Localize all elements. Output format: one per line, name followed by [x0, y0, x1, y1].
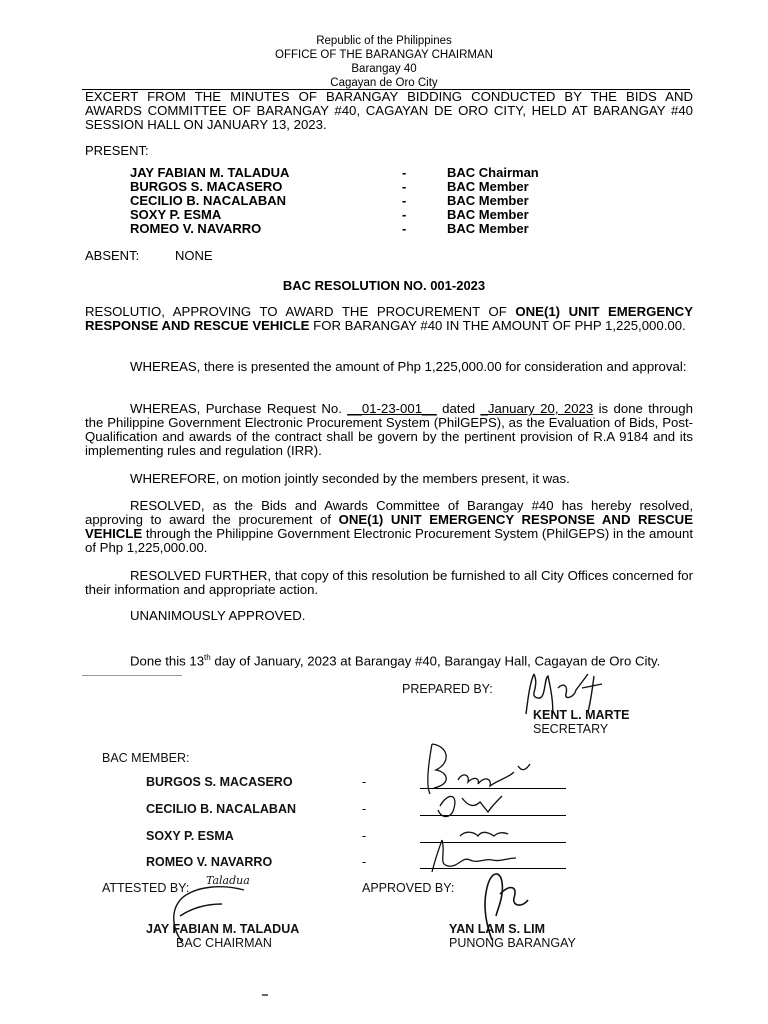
member-row	[0, 829, 768, 845]
whereas-2	[85, 402, 693, 458]
present-role: BAC Member	[447, 179, 529, 194]
present-role: BAC Member	[447, 221, 529, 236]
present-dash: -	[402, 221, 407, 236]
resolution-title: BAC RESOLUTION NO. 001-2023	[282, 278, 486, 293]
member-name: ROMEO V. NAVARRO	[146, 855, 273, 869]
resolutio-item: ONE(1) UNIT EMERGENCY RESPONSE AND RESCUE VEHICLE	[85, 304, 693, 333]
attester-title: BAC CHAIRMAN	[176, 936, 272, 950]
present-name: CECILIO B. NACALABAN	[130, 193, 286, 208]
header-line-1: Republic of the Philippines	[316, 35, 452, 47]
whereas-2-text: WHEREAS, Purchase Request No.	[130, 401, 348, 416]
header-line-4: Cagayan de Oro City	[330, 77, 438, 89]
absent-label: ABSENT:	[85, 248, 140, 263]
present-dash: -	[402, 165, 407, 180]
approver-name: YAN LAM S. LIM	[449, 922, 546, 936]
whereas-1: WHEREAS, there is presented the amount of Php 1,225,000.00 for consideration and approval:	[130, 359, 687, 374]
purchase-request-date: _January 20, 2023	[480, 401, 594, 416]
resolved-further-paragraph: RESOLVED FURTHER, that copy of this resolution be furnished to all City Offices concerned for their information and appropriate action.	[85, 568, 693, 597]
present-dash: -	[402, 207, 407, 222]
whereas-2-dated: dated	[436, 401, 481, 416]
attester-name: JAY FABIAN M. TALADUA	[146, 922, 300, 936]
present-dash: -	[402, 193, 407, 208]
present-label: PRESENT:	[85, 143, 149, 158]
whereas-2-rest: is done through the Philippine Government Electronic Procurement System (PhilGEPS), as the Evaluation of Bids, Post-Qualification and awards of the contract shall be govern by the pertinent provision of R.A 9184 and its implementing rules and regulation (IRR).	[85, 401, 693, 458]
resolutio-text: RESOLUTIO, APPROVING TO AWARD THE PROCUREMENT OF	[85, 304, 516, 319]
member-name: SOXY P. ESMA	[146, 829, 234, 843]
header-line-3: Barangay 40	[351, 63, 417, 75]
done-sup: th	[204, 653, 211, 662]
approver-title: PUNONG BARANGAY	[449, 936, 576, 950]
resolved-rest: through the Philippine Government Electronic Procurement System (PhilGEPS) in the amount of Php 1,225,000.00.	[85, 526, 693, 555]
preparer-name: KENT L. MARTE	[533, 708, 630, 722]
letterhead	[0, 34, 768, 90]
scan-mark	[262, 994, 268, 996]
member-row	[0, 775, 768, 791]
resolutio-paragraph	[85, 305, 693, 333]
excerpt-paragraph: EXCERT FROM THE MINUTES OF BARANGAY BIDDING CONDUCTED BY THE BIDS AND AWARDS COMMITTEE OF BARANGAY #40, CAGAYAN DE ORO CITY, HELD AT BARANGAY #40 SESSION HALL ON JANUARY 13, 2023.	[85, 89, 693, 132]
present-role: BAC Chairman	[447, 165, 539, 180]
prepared-by-label: PREPARED BY:	[402, 682, 493, 696]
present-name: JAY FABIAN M. TALADUA	[130, 165, 290, 180]
member-dash: -	[362, 829, 367, 843]
done-text: Done this 13	[130, 653, 205, 669]
done-paragraph	[85, 651, 693, 668]
absent-value: NONE	[175, 248, 213, 263]
attested-by-label: ATTESTED BY:	[102, 881, 190, 895]
resolutio-amount: FOR BARANGAY #40 IN THE AMOUNT OF PHP 1,225,000.00.	[309, 318, 686, 333]
attester-signature-text: Taladua	[206, 874, 250, 887]
member-dash: -	[362, 855, 367, 869]
signature-section	[0, 668, 768, 1024]
member-row	[0, 802, 768, 818]
member-row	[0, 855, 768, 871]
present-name: SOXY P. ESMA	[130, 207, 222, 222]
resolved-text: RESOLVED, as the Bids and Awards Committee of Barangay #40 has hereby resolved, approving to award the procurement of	[85, 498, 693, 527]
present-role: BAC Member	[447, 193, 529, 208]
approved-by-label: APPROVED BY:	[362, 881, 455, 895]
present-role: BAC Member	[447, 207, 529, 222]
member-name: BURGOS S. MACASERO	[146, 775, 293, 789]
preparer-title: SECRETARY	[533, 722, 609, 736]
present-name: BURGOS S. MACASERO	[130, 179, 283, 194]
resolved-paragraph	[85, 499, 693, 555]
present-dash: -	[402, 179, 407, 194]
header-line-2: OFFICE OF THE BARANGAY CHAIRMAN	[275, 49, 493, 61]
member-signatures-icon	[418, 736, 568, 876]
bac-member-label: BAC MEMBER:	[102, 751, 190, 765]
member-dash: -	[362, 802, 367, 816]
resolved-item: ONE(1) UNIT EMERGENCY RESPONSE AND RESCUE VEHICLE	[85, 512, 693, 541]
done-rest: day of January, 2023 at Barangay #40, Barangay Hall, Cagayan de Oro City.	[210, 653, 661, 669]
scan-mark	[82, 675, 182, 676]
member-dash: -	[362, 775, 367, 789]
unanimously-approved: UNANIMOUSLY APPROVED.	[130, 608, 306, 623]
purchase-request-no: __01-23-001__	[347, 401, 437, 416]
present-name: ROMEO V. NAVARRO	[130, 221, 262, 236]
member-name: CECILIO B. NACALABAN	[146, 802, 296, 816]
wherefore-paragraph: WHEREFORE, on motion jointly seconded by the members present, it was.	[130, 471, 570, 486]
